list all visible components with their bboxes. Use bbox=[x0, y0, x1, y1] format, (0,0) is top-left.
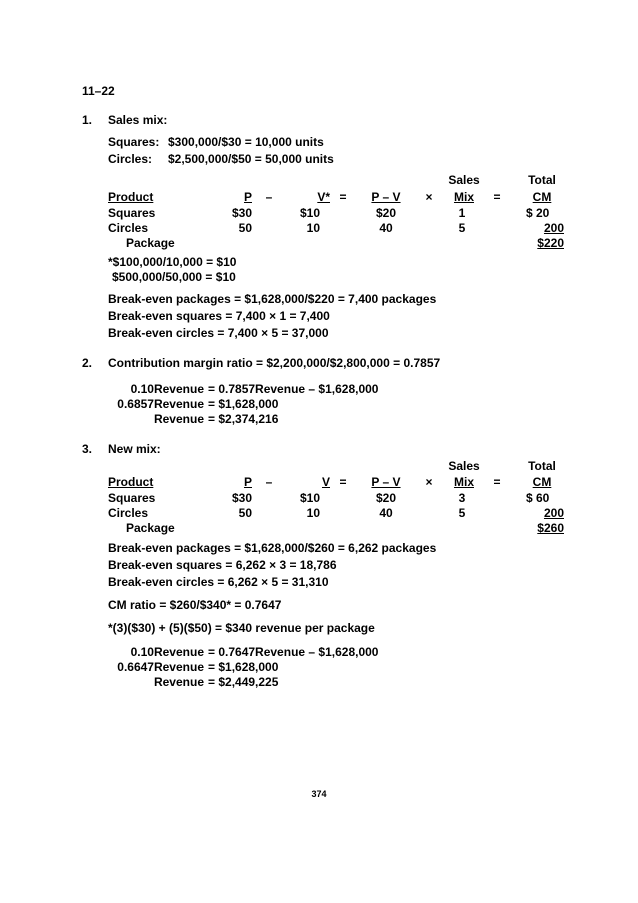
page-number: 374 bbox=[311, 789, 327, 799]
equation-left: 0.6857Revenue bbox=[117, 397, 204, 411]
row-p: 50 bbox=[238, 221, 252, 235]
row-mix: 3 bbox=[458, 491, 466, 505]
breakeven-squares: Break-even squares = 7,400 × 1 = 7,400 bbox=[108, 309, 330, 323]
header-product: Product bbox=[108, 475, 154, 489]
row-p: $30 bbox=[231, 206, 252, 220]
package-label: Package bbox=[126, 521, 175, 535]
equation-right: = 0.7857Revenue – $1,628,000 bbox=[208, 382, 379, 396]
breakeven-squares: Break-even squares = 6,262 × 3 = 18,786 bbox=[108, 558, 337, 572]
header-eq2: = bbox=[493, 475, 501, 489]
row-v: $10 bbox=[299, 491, 320, 505]
part2-title: Contribution margin ratio = $2,200,000/$2,800,000 = 0.7857 bbox=[108, 356, 441, 370]
row-mix: 1 bbox=[458, 206, 466, 220]
package-total: $260 bbox=[537, 521, 564, 535]
equation-right: = $2,449,225 bbox=[208, 675, 279, 689]
header-sales: Sales bbox=[448, 173, 480, 187]
equation-left: Revenue bbox=[153, 412, 204, 426]
header-eq1: = bbox=[339, 475, 347, 489]
package-total: $220 bbox=[537, 236, 564, 250]
row-cm: 200 bbox=[543, 506, 564, 520]
breakeven-circles: Break-even circles = 7,400 × 5 = 37,000 bbox=[108, 326, 329, 340]
breakeven-packages: Break-even packages = $1,628,000/$220 = 7,400 packages bbox=[108, 292, 437, 306]
cm-ratio: CM ratio = $260/$340* = 0.7647 bbox=[108, 598, 282, 612]
package-label: Package bbox=[126, 236, 175, 250]
equation-right: = $1,628,000 bbox=[208, 397, 279, 411]
row-product: Squares bbox=[108, 206, 156, 220]
header-eq2: = bbox=[493, 190, 501, 204]
header-cm: CM bbox=[532, 475, 552, 489]
row-p: 50 bbox=[238, 506, 252, 520]
row-v: 10 bbox=[306, 221, 320, 235]
row-p: $30 bbox=[231, 491, 252, 505]
circles-calc: $2,500,000/$50 = 50,000 units bbox=[168, 152, 334, 166]
row-cm: 200 bbox=[543, 221, 564, 235]
header-p: P bbox=[243, 475, 252, 489]
header-product: Product bbox=[108, 190, 154, 204]
header-total: Total bbox=[528, 459, 556, 473]
row-v: 10 bbox=[306, 506, 320, 520]
header-sales: Sales bbox=[448, 459, 480, 473]
row-pv: $20 bbox=[375, 206, 397, 220]
footnote: *(3)($30) + (5)($50) = $340 revenue per package bbox=[108, 621, 375, 635]
part2-number: 2. bbox=[82, 356, 93, 370]
row-product: Circles bbox=[108, 506, 149, 520]
header-cm: CM bbox=[532, 190, 552, 204]
breakeven-packages: Break-even packages = $1,628,000/$260 = 6,262 packages bbox=[108, 541, 437, 555]
equation-left: 0.10Revenue bbox=[130, 645, 204, 659]
part3-title: New mix: bbox=[108, 442, 161, 456]
part1-title: Sales mix: bbox=[108, 113, 168, 127]
breakeven-circles: Break-even circles = 6,262 × 5 = 31,310 bbox=[108, 575, 329, 589]
footnote: $500,000/50,000 = $10 bbox=[112, 270, 236, 284]
row-product: Squares bbox=[108, 491, 156, 505]
equation-right: = $1,628,000 bbox=[208, 660, 279, 674]
header-pv: P – V bbox=[371, 475, 401, 489]
row-mix: 5 bbox=[458, 506, 466, 520]
header-p: P bbox=[243, 190, 252, 204]
row-product: Circles bbox=[108, 221, 149, 235]
row-pv: 40 bbox=[379, 506, 393, 520]
part3-number: 3. bbox=[82, 442, 93, 456]
squares-label: Squares: bbox=[108, 135, 160, 149]
row-cm: $ 20 bbox=[526, 206, 550, 220]
problem-number: 11–22 bbox=[82, 84, 115, 98]
circles-label: Circles: bbox=[108, 152, 153, 166]
header-v: V* bbox=[317, 190, 330, 204]
header-v: V bbox=[321, 475, 330, 489]
row-pv: 40 bbox=[379, 221, 393, 235]
footnote: *$100,000/10,000 = $10 bbox=[108, 255, 237, 269]
header-eq1: = bbox=[339, 190, 347, 204]
row-pv: $20 bbox=[375, 491, 397, 505]
header-pv: P – V bbox=[371, 190, 401, 204]
header-times: × bbox=[425, 475, 433, 489]
equation-right: = $2,374,216 bbox=[208, 412, 279, 426]
row-mix: 5 bbox=[458, 221, 466, 235]
header-minus: – bbox=[265, 190, 273, 204]
equation-left: 0.6647Revenue bbox=[117, 660, 204, 674]
equation-right: = 0.7647Revenue – $1,628,000 bbox=[208, 645, 379, 659]
row-cm: $ 60 bbox=[526, 491, 550, 505]
equation-left: Revenue bbox=[153, 675, 204, 689]
header-total: Total bbox=[528, 173, 556, 187]
header-minus: – bbox=[265, 475, 273, 489]
header-times: × bbox=[425, 190, 433, 204]
row-v: $10 bbox=[299, 206, 320, 220]
header-mix: Mix bbox=[453, 190, 474, 204]
part1-number: 1. bbox=[82, 113, 93, 127]
equation-left: 0.10Revenue bbox=[130, 382, 204, 396]
header-mix: Mix bbox=[453, 475, 474, 489]
squares-calc: $300,000/$30 = 10,000 units bbox=[168, 135, 324, 149]
